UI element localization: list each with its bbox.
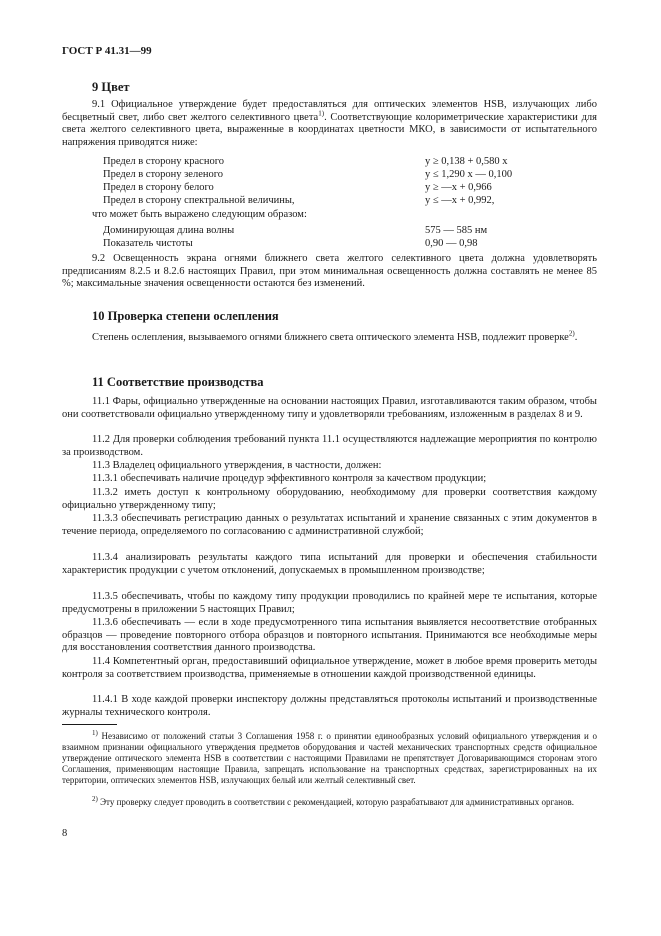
paragraph-11-1: 11.1 Фары, официально утвержденные на основании настоящих Правил, изготавливаются таким образом, чтобы они соответствовали официально утвержденному типу и удовлетворяли требованиям, изложенным в разделах 8 и 9. [62,396,597,420]
extra-label: Показатель чистоты [103,238,193,249]
paragraph-11-3-6: 11.3.6 обеспечивать — если в ходе предусмотренного типа испытания выявляется несоответствие отобранных образцов — проведение повторного отбора образцов и повторного испытания. Принимаются все необходимые меры для восстановления соответствия данного производства. [62,617,597,654]
limit-value: y ≥ 0,138 + 0,580 x [425,156,508,167]
paragraph-11-4: 11.4 Компетентный орган, предоставивший официальное утверждение, может в любое время проверить методы контроля за соответствием производства, применяемые в отношении каждой производственной единицы. [62,656,597,680]
footnote-2: $^{2)}$ Эту проверку следует проводить в соответствии с рекомендацией, которую разрабатывают для административных органов. [92,795,574,807]
paragraph-11-4-1: 11.4.1 В ходе каждой проверки инспектору должны представляться протоколы испытаний и производственные журналы технического контроля. [62,694,597,718]
paragraph-11-3-3: 11.3.3 обеспечивать регистрацию данных о результатах испытаний и хранение связанных с этим документов в течение периода, определяемого по согласованию с административной службой; [62,513,597,537]
footnote-divider [62,724,117,725]
limit-label: Предел в сторону зеленого [103,169,224,180]
paragraph-10: Степень ослепления, вызываемого огнями ближнего света оптического элемента HSB, подлежит проверке$^{2)}$. [92,329,578,343]
limit-label: Предел в сторону красного [103,156,224,167]
limit-value: y ≤ 1,290 x — 0,100 [425,169,513,180]
paragraph-11-2: 11.2 Для проверки соблюдения требований пункта 11.1 осуществляются надлежащие мероприятия по контролю за производством. [62,434,597,458]
paragraph-11-3-2: 11.3.2 иметь доступ к контрольному оборудованию, необходимому для проверки соответствия каждому официально утвержденному типу; [62,487,597,511]
paragraph-11-3: 11.3 Владелец официального утверждения, в частности, должен: [92,460,382,471]
section-10-title: 10 Проверка степени ослепления [92,309,279,323]
footnote-ref-1: 1) [318,109,325,118]
limit-value: y ≥ —x + 0,966 [425,182,492,193]
limit-value: y ≤ —x + 0,992, [425,195,495,206]
limit-label: Предел в сторону белого [103,182,214,193]
footnote-2-mark: 2) [92,795,98,803]
extra-value: 0,90 — 0,98 [425,238,478,249]
page-number: 8 [62,828,68,839]
extra-label: Доминирующая длина волны [103,225,235,236]
footnote-1: $^{1)}$ Независимо от положений статьи 3 Соглашения 1958 г. о принятии единообразных условий официального утверждения и о взаимном признании официального утверждения предметов оборудования и частей механических транспортных средств официальное утверждение оптического элемента HSB в соответствии с настоящими Правилами не препятствует Договаривающимся сторонам этого Соглашения, применяющим настоящие Правила, запрещать использование на транспортных средствах, зарегистрированных на их территории, оптических элементов HSB, излучающих белый или желтый селективный свет. [62,729,597,785]
document-code: ГОСТ Р 41.31—99 [62,45,152,57]
section-11-title: 11 Соответствие производства [92,375,264,389]
footnote-1-mark: 1) [92,729,98,737]
paragraph-11-3-5: 11.3.5 обеспечивать, чтобы по каждому типу продукции проводились по крайней мере те испытания, которые предусмотрены в приложении 5 настоящих Правил; [62,591,597,615]
paragraph-11-3-4: 11.3.4 анализировать результаты каждого типа испытаний для проверки и обеспечения стабильности характеристик продукции с учетом отклонений, допускаемых в промышленном производстве; [62,552,597,576]
section-9-title: 9 Цвет [92,80,130,94]
limit-label: Предел в сторону спектральной величины, [103,195,295,206]
extra-value: 575 — 585 нм [425,225,488,236]
paragraph-9-1: 9.1 Официальное утверждение будет предоставляться для оптических элементов HSB, излучающих либо бесцветный свет, либо свет желтого селективного цвета$^{1)}$. Соответствующие колориметрические характеристики для света желтого селективного цвета, выраженные в координатах цветности МКО, в зависимости от испытательного напряжения приводятся ниже: [62,99,597,148]
footnote-ref-2: 2) [568,329,575,338]
paragraph-9-2: 9.2 Освещенность экрана огнями ближнего света желтого селективного цвета должна удовлетворять предписаниям 8.2.5 и 8.2.6 настоящих Правил, при этом минимальная освещенность должна составлять не менее 85 %; максимальные значения освещенности остаются без изменений. [62,253,597,290]
paragraph-11-3-1: 11.3.1 обеспечивать наличие процедур эффективного контроля за качеством продукции; [92,473,487,484]
expressed-text: что может быть выражено следующим образом: [92,209,307,220]
